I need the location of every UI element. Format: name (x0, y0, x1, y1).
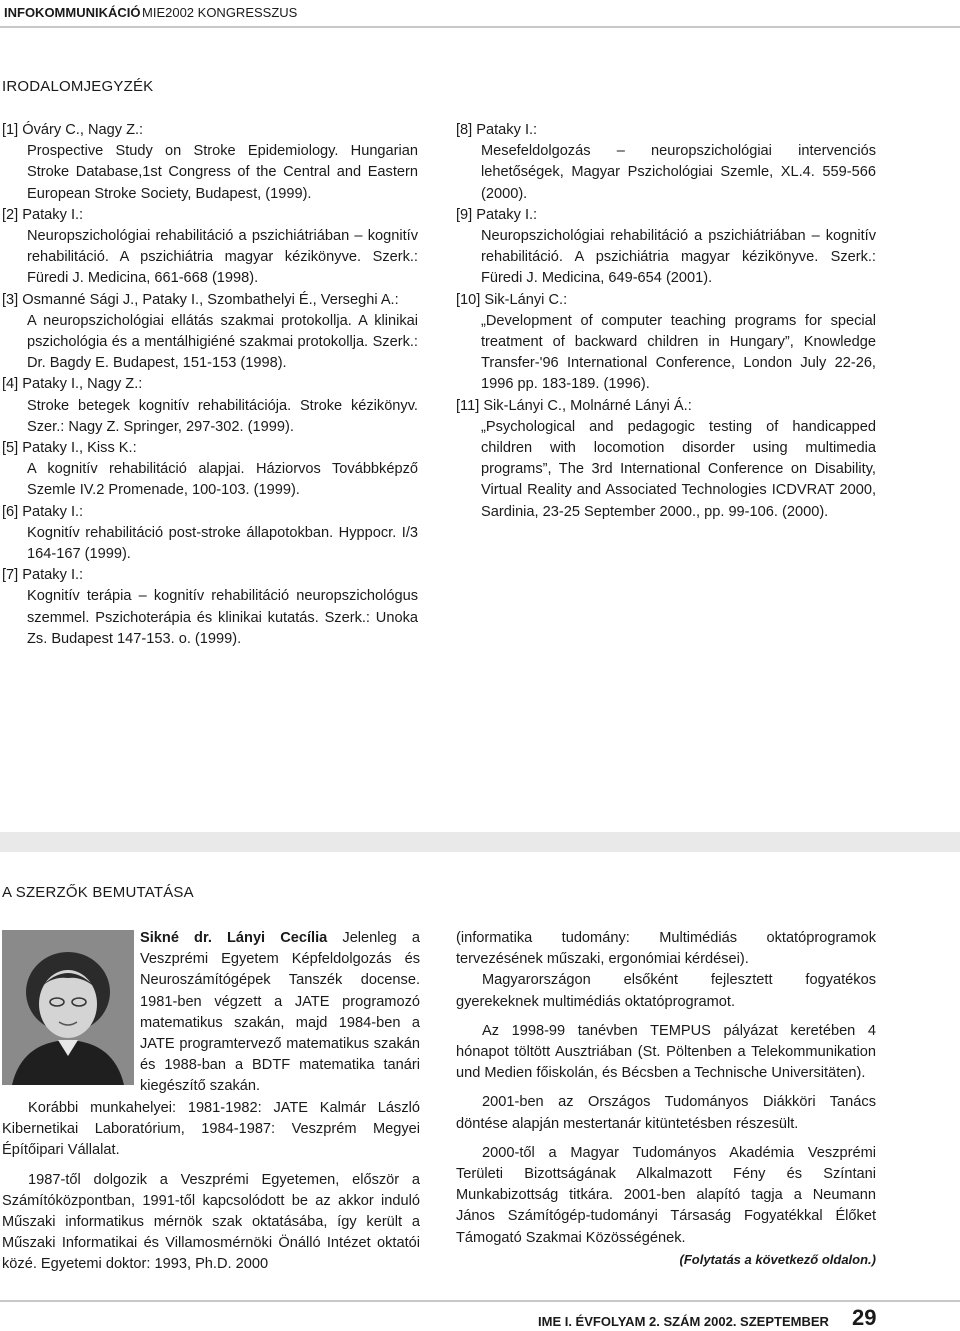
reference-text: Neuropszichológiai rehabilitáció a pszichiátriában – kognitív rehabilitáció. A pszichiátria magyar kézikönyve. Szerk.: Füredi J. Medicina, 649-654 (2001). (481, 228, 876, 287)
authors-title: A SZERZŐK BEMUTATÁSA (2, 884, 194, 901)
reference-item (2, 205, 418, 290)
reference-item (2, 120, 418, 205)
reference-text: „Development of computer teaching programs for special treatment of backward children in Hungary”, Knowledge Transfer-'96 International Conference, London July 22-26, 1996 pp. 183-189. (1996). (481, 312, 876, 393)
reference-text: Mesefeldolgozás – neuropszichológiai intervenciós lehetőségek, Magyar Pszichológiai Szemle, XL.4. 559-566 (2000). (481, 143, 876, 202)
reference-text: Neuropszichológiai rehabilitáció a pszichiátriában – kognitív rehabilitáció. A pszichiátria magyar kézikönyve. Szerk.: Füredi J. Medicina, 661-668 (1998). (27, 228, 418, 287)
reference-text: Prospective Study on Stroke Epidemiology. Hungarian Stroke Database,1st Congress of the Central and Eastern European Stroke Society, Budapest, (1999). (27, 143, 418, 202)
reference-text: A kognitív rehabilitáció alapjai. Háziorvos Továbbképző Szemle IV.2 Promenade, 100-103. (1999). (27, 461, 418, 499)
reference-authors: [2] Pataky I.: (2, 206, 84, 223)
author-name: Sikné dr. Lányi Cecília (140, 930, 328, 946)
author-bio-right (456, 928, 876, 1270)
reference-item (2, 374, 418, 438)
bibliography-left-column (2, 120, 418, 650)
header-section: INFOKOMMUNIKÁCIÓ (4, 5, 141, 20)
reference-item (2, 565, 418, 650)
page-number: 29 (852, 1305, 877, 1330)
page-header (0, 0, 960, 28)
reference-authors: [9] Pataky I.: (456, 206, 538, 223)
author-photo (2, 930, 134, 1085)
reference-authors: [11] Sik-Lányi C., Molnárné Lányi Á.: (456, 397, 692, 414)
bio-paragraph: 2000-től a Magyar Tudományos Akadémia Veszprémi Területi Bizottságának Alkalmazott Fény és Színtani Munkabizottság titkára. 2001-ben alapító tagja a Neumann János Számítógép-tudományi Társaság Fogyatékkal Élőket Támogató Szakmai Közösségének. (456, 1144, 876, 1246)
header-event: MIE2002 KONGRESSZUS (142, 5, 298, 20)
reference-text: Kognitív terápia – kognitív rehabilitáció neuropszichológus szemmel. Pszichoterápia és klinikai kutatás. Szerk.: Unoka Zs. Budapest 147-153. o. (1999). (27, 588, 418, 647)
reference-item (2, 502, 418, 566)
reference-text: Kognitív rehabilitáció post-stroke állapotokban. Hyppocr. I/3 164-167 (1999). (27, 524, 418, 563)
reference-authors: [8] Pataky I.: (456, 122, 538, 138)
author-intro-text: Jelenleg a Veszprémi Egyetem Képfeldolgozás és Neuroszámítógépek Tanszék docense. 1981-ben végzett a JATE programozó matematikus szakán, majd 1984-ben a JATE programtervező matematikus szakán és 1988-ban a BDTF matematika tanári kiegészítő szakán. (140, 930, 420, 1095)
reference-item (2, 290, 418, 375)
reference-authors: [1] Óváry C., Nagy Z.: (2, 122, 144, 138)
portrait-image (2, 930, 134, 1085)
bio-paragraph: Az 1998-99 tanévben TEMPUS pályázat keretében 4 hónapot töltött Ausztriában (St. Pöltenben a Telekommunikation und Medien főiskolán, és Bécsben a Technische Universitäten). (456, 1022, 876, 1082)
bio-paragraph: (informatika tudomány: Multimédiás oktatóprogramok tervezésének műszaki, ergonómiai kérdései). (456, 930, 876, 968)
bio-paragraph: Magyarországon elsőként fejlesztett fogyatékos gyerekeknek multimédiás oktatóprogramot. (456, 972, 876, 1010)
reference-text: A neuropszichológiai ellátás szakmai protokollja. A klinikai pszichológia és a mentálhigiéné szakmai protokollja. Szerk.: Dr. Bagdy E. Budapest, 151-153 (1998). (27, 312, 418, 372)
reference-authors: [7] Pataky I.: (2, 567, 84, 584)
reference-authors: [10] Sik-Lányi C.: (456, 291, 568, 308)
reference-item (456, 290, 876, 396)
author-intro (140, 928, 420, 1098)
reference-authors: [3] Osmanné Sági J., Pataky I., Szombathelyi É., Verseghi A.: (2, 291, 399, 308)
author-bio-left (2, 1098, 420, 1276)
bibliography-title: IRODALOMJEGYZÉK (2, 78, 154, 95)
footer-rule (0, 1300, 960, 1302)
reference-authors: [6] Pataky I.: (2, 503, 84, 520)
reference-text: Stroke betegek kognitív rehabilitációja. Stroke kézikönyv. Szer.: Nagy Z. Springer, 297-302. (1999). (27, 397, 418, 435)
reference-item (456, 205, 876, 290)
bibliography-right-column (456, 120, 876, 523)
reference-item (2, 438, 418, 502)
reference-text: „Psychological and pedagogic testing of handicapped children with locomotion disorder using multimedia programs”, The 3rd International Conference on Disability, Virtual Reality and Associated Technologies ICDVRAT 2000, Sardinia, 23-25 September 2000., pp. 99-106. (2000). (481, 418, 876, 520)
bio-paragraph: Korábbi munkahelyei: 1981-1982: JATE Kalmár László Kibernetikai Laboratórium, 1984-1987: Veszprém Megyei Építőipari Vállalat. (2, 1100, 420, 1159)
bio-paragraph: 1987-től dolgozik a Veszprémi Egyetemen, először a Számítóközpontban, 1991-től kapcsolódott be az akkor induló Műszaki informatikus mérnök szak oktatásába, így került a Műszaki Informatikai és Villamosmérnöki Önálló Intézet oktatói közé. Egyetemi doktor: 1993, Ph.D. 2000 (2, 1171, 420, 1273)
footer-issue: IME I. ÉVFOLYAM 2. SZÁM 2002. SZEPTEMBER (538, 1314, 829, 1329)
continued-note: (Folytatás a következő oldalon.) (679, 1251, 876, 1267)
reference-item (456, 120, 876, 205)
bio-paragraph: 2001-ben az Országos Tudományos Diákköri Tanács döntése alapján mestertanár kitüntetésben részesült. (456, 1094, 876, 1132)
reference-authors: [5] Pataky I., Kiss K.: (2, 440, 137, 457)
reference-authors: [4] Pataky I., Nagy Z.: (2, 376, 143, 393)
section-divider (0, 832, 960, 852)
reference-item (456, 396, 876, 523)
